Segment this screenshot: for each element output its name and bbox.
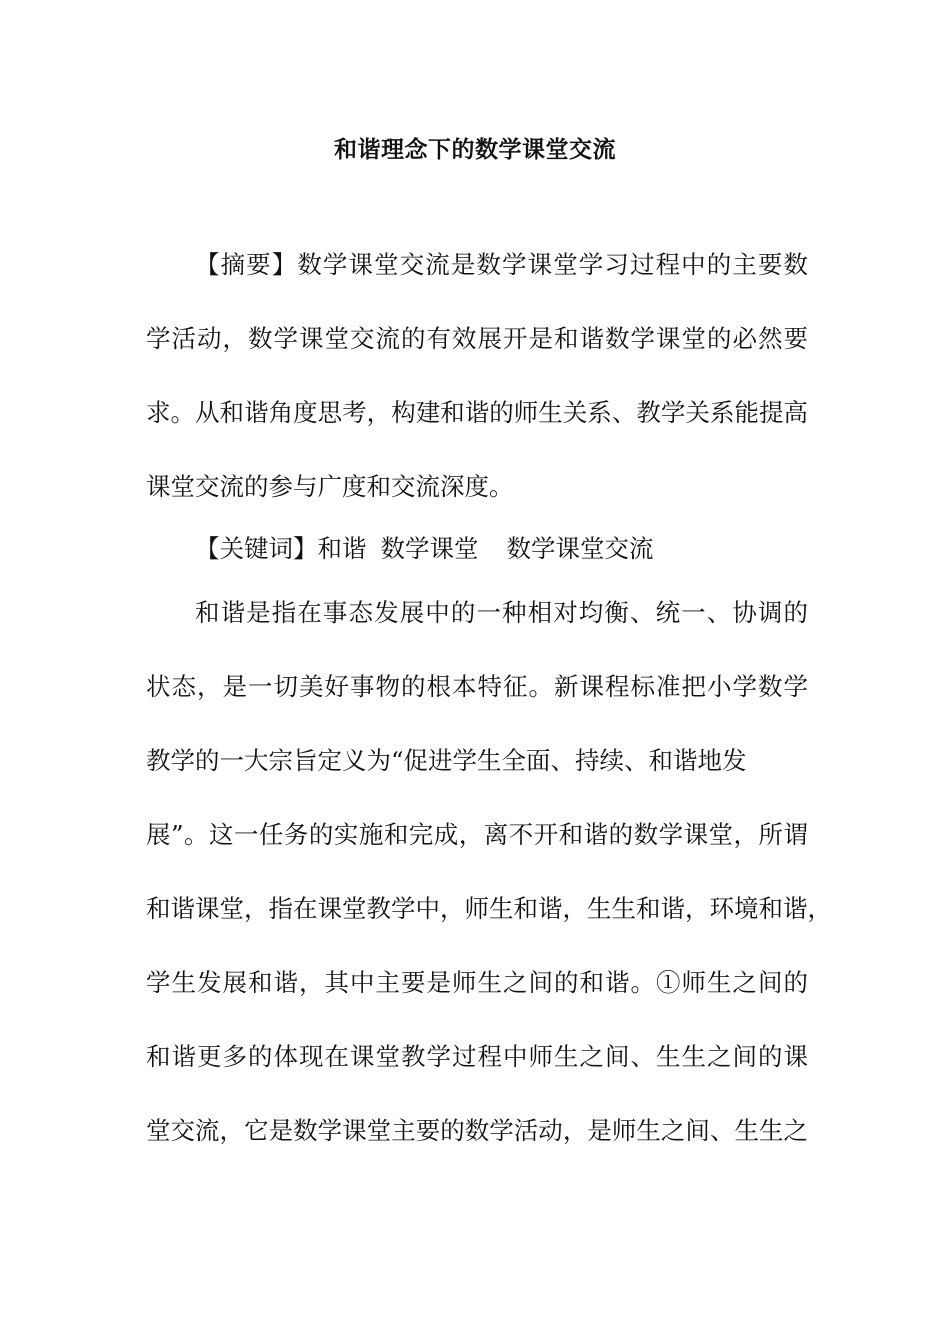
body-line-6: 学生发展和谐，其中主要是师生之间的和谐。①师生之间的 [146,968,808,997]
abstract-line-3: 求。从和谐角度思考，构建和谐的师生关系、教学关系能提高 [146,398,808,427]
abstract-line-4: 课堂交流的参与广度和交流深度。 [146,472,514,501]
keyword-1: 和谐 [317,534,367,563]
body-line-4: 展”。这一任务的实施和完成，离不开和谐的数学课堂，所谓 [146,820,808,849]
keywords-label: 【关键词】 [195,534,318,563]
body-line-1: 和谐是指在事态发展中的一种相对均衡、统一、协调的 [195,598,808,627]
document-title: 和谐理念下的数学课堂交流 [334,136,616,163]
body-line-2: 状态，是一切美好事物的根本特征。新课程标准把小学数学 [146,672,808,701]
body-line-7: 和谐更多的体现在课堂教学过程中师生之间、生生之间的课 [146,1042,808,1071]
keywords-line [195,532,808,566]
body-line-3: 教学的一大宗旨定义为“促进学生全面、持续、和谐地发 [146,746,747,775]
keyword-2: 数学课堂 [380,534,479,563]
abstract-line-2: 学活动，数学课堂交流的有效展开是和谐数学课堂的必然要 [146,324,808,353]
keyword-3: 数学课堂交流 [506,534,654,563]
body-line-8: 堂交流，它是数学课堂主要的数学活动，是师生之间、生生之 [146,1116,808,1145]
abstract-line-1: 【摘要】数学课堂交流是数学课堂学习过程中的主要数 [195,250,808,279]
body-line-5: 和谐课堂，指在课堂教学中，师生和谐，生生和谐，环境和谐， [146,894,832,923]
